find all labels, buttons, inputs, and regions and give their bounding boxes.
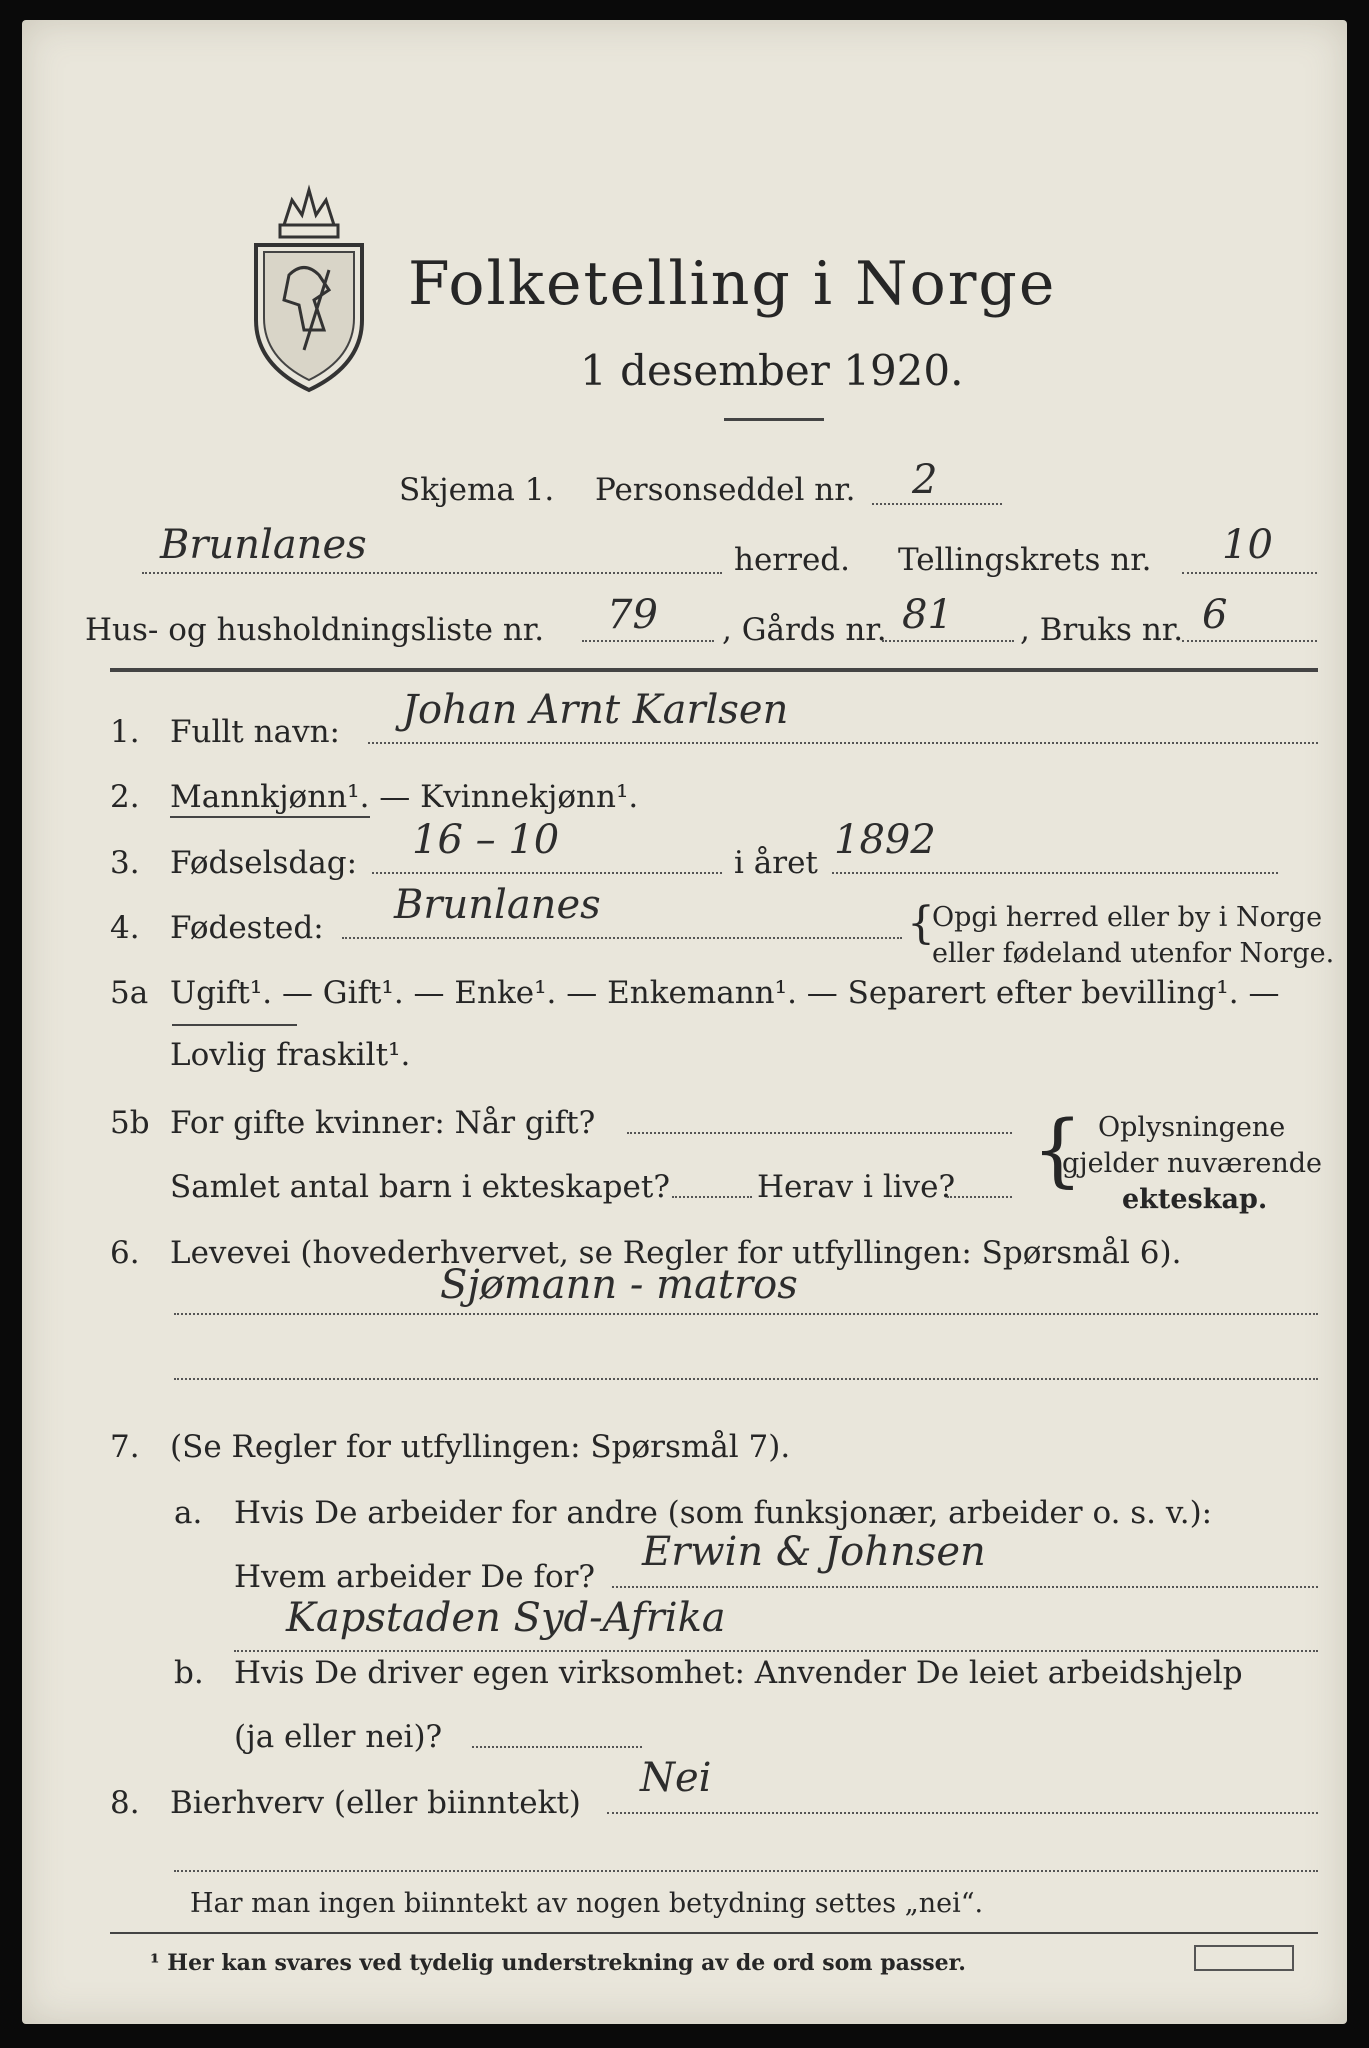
marriage-note-3: ekteskap. xyxy=(1122,1184,1268,1215)
q7a-label: Hvis De arbeider for andre (som funksjonær, arbeider o. s. v.): xyxy=(234,1495,1213,1531)
employer-value-2: Kapstaden Syd-Afrika xyxy=(286,1595,726,1641)
gender-options: Mannkjønn¹. — Kvinnekjønn¹. xyxy=(170,779,639,815)
full-name-label: Fullt navn: xyxy=(170,714,340,750)
alive-label: Herav i live? xyxy=(757,1169,956,1205)
footer-note: Har man ingen biinntekt av nogen betydning settes „nei“. xyxy=(190,1888,984,1919)
coat-of-arms-icon xyxy=(244,180,374,395)
full-name-value: Johan Arnt Karlsen xyxy=(402,687,789,733)
header-divider xyxy=(110,668,1318,672)
side-income-value: Nei xyxy=(640,1755,712,1801)
employer-value-1: Erwin & Johnsen xyxy=(642,1529,986,1575)
occupation-label: Levevei (hovederhvervet, se Regler for utfyllingen: Spørsmål 6). xyxy=(170,1235,1182,1271)
marital-options: Ugift¹. — Gift¹. — Enke¹. — Enkemann¹. — Separert efter bevilling¹. — xyxy=(170,975,1280,1011)
side-income-label: Bierhverv (eller biinntekt) xyxy=(170,1785,581,1821)
form-date: 1 desember 1920. xyxy=(580,346,964,395)
q7-label: (Se Regler for utfyllingen: Spørsmål 7). xyxy=(170,1429,791,1465)
husholdningsliste-value: 79 xyxy=(607,592,658,638)
husholdningsliste-label: Hus- og husholdningsliste nr. xyxy=(85,612,545,648)
bruks-label: , Bruks nr. xyxy=(1020,612,1184,648)
q7b-label: Hvis De driver egen virksomhet: Anvender De leiet arbeidshjelp xyxy=(234,1655,1243,1691)
employer-label: Hvem arbeider De for? xyxy=(234,1559,596,1595)
footnote: ¹ Her kan svares ved tydelig understrekning av de ord som passer. xyxy=(150,1950,966,1976)
birthplace-note-2: eller fødeland utenfor Norge. xyxy=(932,938,1335,969)
herred-value: Brunlanes xyxy=(160,522,367,568)
marriage-note-2: gjelder nuværende xyxy=(1062,1148,1322,1179)
marital-options-2: Lovlig fraskilt¹. xyxy=(170,1037,411,1073)
bruks-value: 6 xyxy=(1202,592,1228,638)
personseddel-value: 2 xyxy=(912,457,938,503)
tellingskrets-value: 10 xyxy=(1222,522,1273,568)
q7b-sub: (ja eller nei)? xyxy=(234,1719,443,1755)
children-label: Samlet antal barn i ekteskapet? xyxy=(170,1169,670,1205)
marital-underline xyxy=(172,1024,297,1026)
gards-value: 81 xyxy=(902,592,953,638)
printer-stamp xyxy=(1194,1945,1294,1971)
form-title: Folketelling i Norge xyxy=(408,249,1057,319)
birthplace-value: Brunlanes xyxy=(394,882,601,928)
marriage-note-1: Oplysningene xyxy=(1098,1112,1286,1143)
q7b-letter: b. xyxy=(174,1655,204,1691)
birthplace-label: Fødested: xyxy=(170,910,324,946)
census-form: Folketelling i Norge 1 desember 1920. Skjema 1. Personseddel nr. 2 Brunlanes herred. Tellingskrets nr. 10 Hus- og husholdningsliste nr. 79 , Gårds nr. 81 , Bruks nr. 6 1. Fullt navn: Johan Arnt Karlsen 2. Mannkjønn¹. — Kvinnekjønn¹. 3. Fødselsdag: 16 – 10 i året 1892 4. Fødested: Brunlanes Opgi herred eller by i Norge eller fødeland utenfor Norge. { 5a Ugift¹. — Gift¹. — Enke¹. — Enkemann¹. — Separert efter bevilling¹. — Lovlig fraskilt¹. 5b For gifte kvinner: Når gift? Samlet antal barn i ekteskapet? Herav i live? { Oplysningene gjelder nuværende ekteskap. 6. Levevei (hovederhvervet, se Regler for utfyllingen: Spørsmål 6). Sjømann - matros 7. (Se Regler for utfyllingen: Spørsmål 7). a. Hvis De arbeider for andre (som funksjonær, arbeider o. s. v.): Hvem arbeider De for? Erwin & Johnsen Kapstaden Syd-Afrika b. Hvis De driver egen virksomhet: Anvender De leiet arbeidshjelp (ja eller nei)? 8. Bierhverv (eller biinntekt) Nei Har man ingen biinntekt av nogen betydning settes „nei“. ¹ Her kan svares ved tydelig understrekning av de ord som passer. xyxy=(22,20,1347,2024)
tellingskrets-label: Tellingskrets nr. xyxy=(898,542,1152,578)
title-divider xyxy=(724,418,824,421)
birthdate-value: 16 – 10 xyxy=(412,817,560,863)
year-label: i året xyxy=(734,845,818,881)
married-women-label: For gifte kvinner: Når gift? xyxy=(170,1105,596,1141)
gards-label: , Gårds nr. xyxy=(722,612,887,648)
occupation-value: Sjømann - matros xyxy=(440,1262,798,1308)
birthplace-note-1: Opgi herred eller by i Norge xyxy=(932,902,1323,933)
q7a-letter: a. xyxy=(174,1495,203,1531)
birthdate-label: Fødselsdag: xyxy=(170,845,358,881)
schema-label: Skjema 1. xyxy=(399,472,555,508)
birth-year-value: 1892 xyxy=(834,817,936,863)
gender-underline xyxy=(170,816,370,818)
personseddel-label: Personseddel nr. xyxy=(595,472,856,508)
herred-label: herred. xyxy=(734,542,850,578)
